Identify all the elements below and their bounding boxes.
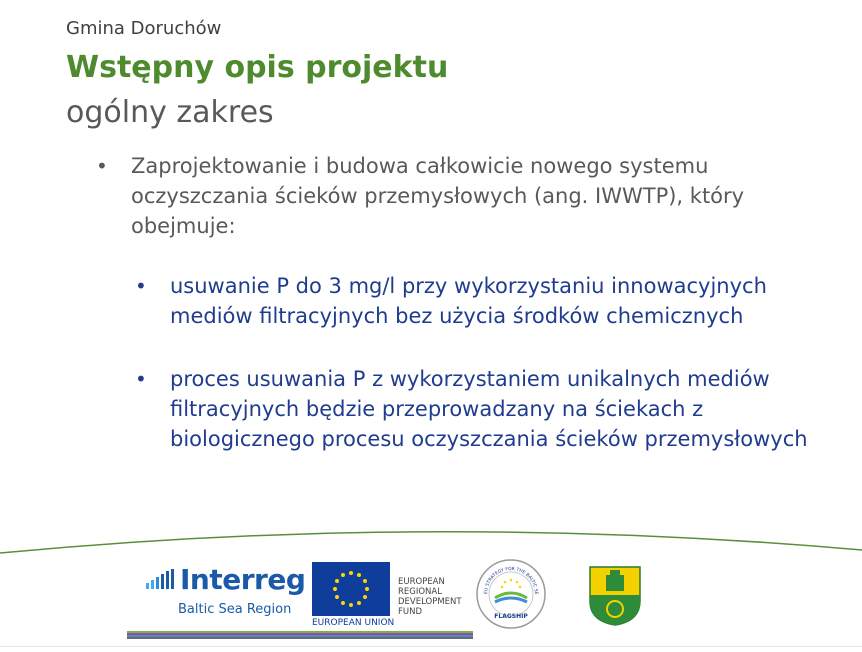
main-bullet-text: Zaprojektowanie i budowa całkowicie nowego systemu oczyszczania ścieków przemysłowych (ang. IWWTP), który obejmuje:	[131, 154, 745, 238]
flagship-label: FLAGSHIP	[494, 613, 528, 620]
eu-label: EUROPEAN UNION	[312, 618, 395, 628]
sub-bullet-1	[135, 271, 815, 331]
footer-divider	[0, 646, 862, 647]
sub-bullet-2	[135, 364, 815, 454]
color-strip	[127, 631, 473, 639]
interreg-logo	[140, 563, 305, 623]
bullet-dot-icon: •	[96, 154, 108, 178]
interreg-subtitle: Baltic Sea Region	[178, 602, 292, 617]
coat-of-arms-icon	[588, 565, 642, 627]
organization-label: Gmina Doruchów	[66, 18, 222, 39]
decorative-curve	[0, 520, 862, 560]
interreg-logo-icon	[144, 567, 180, 595]
flagship-ring-text: EU STRATEGY FOR THE BALTIC SE	[483, 566, 539, 595]
logo-row	[0, 555, 862, 652]
erdf-label: EUROPEAN REGIONAL DEVELOPMENT FUND	[398, 577, 462, 617]
bullet-dot-icon: •	[135, 274, 147, 298]
bullet-dot-icon: •	[135, 367, 147, 391]
slide-subtitle: ogólny zakres	[66, 95, 274, 130]
slide-title: Wstępny opis projektu	[66, 50, 449, 85]
interreg-name: Interreg	[180, 563, 306, 596]
main-bullet	[96, 151, 786, 241]
sub-bullet-text: usuwanie P do 3 mg/l przy wykorzystaniu innowacyjnych mediów filtracyjnych bez użycia środków chemicznych	[170, 274, 767, 328]
flagship-badge-icon	[475, 558, 547, 630]
eu-flag-icon	[312, 562, 390, 616]
sub-bullet-text: proces usuwania P z wykorzystaniem unikalnych mediów filtracyjnych będzie przeprowadzany na ściekach z biologicznego procesu oczyszczania ścieków przemysłowych	[170, 367, 808, 451]
